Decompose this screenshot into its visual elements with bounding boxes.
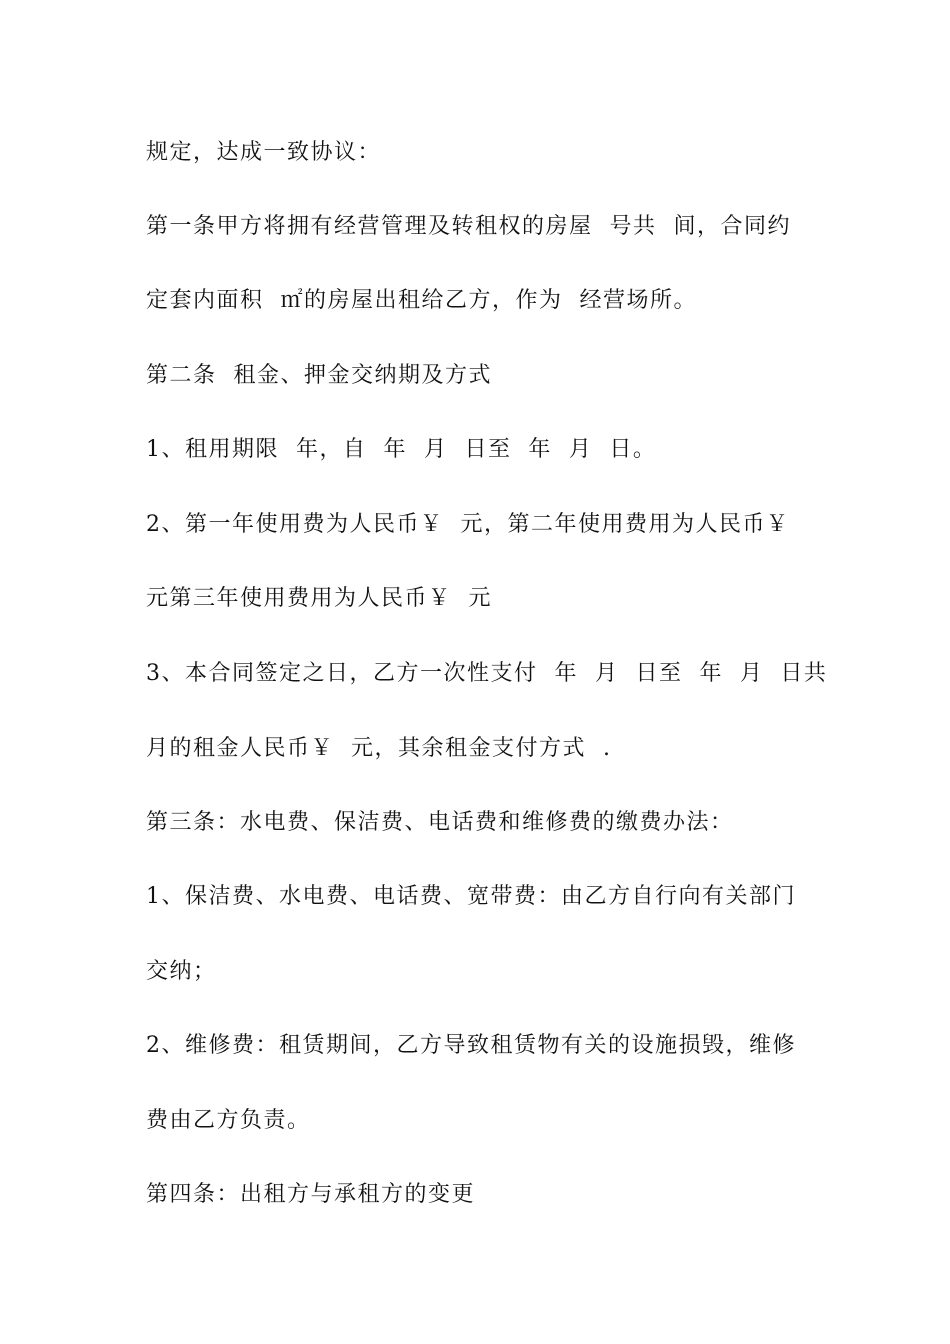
- text-line: 元第三年使用费用为人民币￥ 元: [146, 586, 492, 611]
- text-line: 1、保洁费、水电费、电话费、宽带费：由乙方自行向有关部门: [146, 884, 796, 909]
- text-line: 费由乙方负责。: [146, 1108, 311, 1133]
- text-line: 第一条甲方将拥有经营管理及转租权的房屋 号共 间，合同约: [146, 214, 791, 239]
- text-line: 月的租金人民币￥ 元，其余租金支付方式 .: [146, 736, 612, 761]
- text-line: 交纳；: [146, 959, 217, 984]
- text-line: 2、维修费：租赁期间，乙方导致租赁物有关的设施损毁，维修: [146, 1033, 796, 1058]
- text-line: 1、租用期限 年，自 年 月 日至 年 月 日。: [146, 437, 657, 462]
- text-line: 规定，达成一致协议：: [146, 140, 382, 165]
- section-heading: 第四条：出租方与承租方的变更: [146, 1182, 476, 1207]
- section-heading: 第三条：水电费、保洁费、电话费和维修费的缴费办法：: [146, 810, 734, 835]
- section-heading: 第二条 租金、押金交纳期及方式: [146, 363, 492, 388]
- text-line: 3、本合同签定之日，乙方一次性支付 年 月 日至 年 月 日共: [146, 661, 828, 686]
- text-line: 定套内面积 ㎡的房屋出租给乙方，作为 经营场所。: [146, 288, 697, 313]
- text-line: 2、第一年使用费为人民币￥ 元，第二年使用费用为人民币￥: [146, 512, 790, 537]
